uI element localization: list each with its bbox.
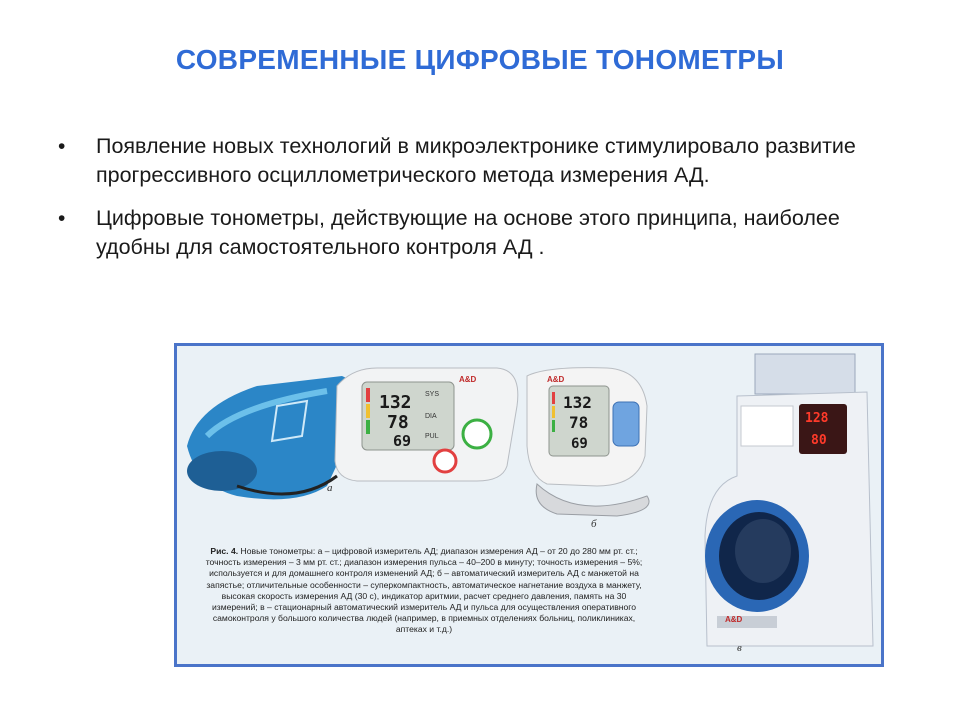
device-v-brand: A&D bbox=[725, 615, 743, 624]
bullet-item bbox=[58, 132, 908, 190]
figure-caption-body: Новые тонометры: а – цифровой измеритель АД; диапазон измерения АД – от 20 до 280 мм рт. ст.; точность измерения – 3 мм рт. ст.; диапазон измерения пульса – 40–200 в минуту; точность измерения – 5%; используется и для домашнего контроля изменений АД; б – автоматический измеритель АД с манжетой на запястье; отличительные особенности – суперкомпактность, автоматическое нагнетание воздуха в манжету, высокая скорость измерения АД (30 с), индикатор аритмии, расчет среднего давления, память на 30 измерений; в – стационарный автоматический измеритель АД и пульса для осуществления оперативного самоконтроля у большого количества людей (например, в приемных отделениях больниц, поликлиниках, аптеках и т.д.) bbox=[205, 546, 643, 635]
device-a-sys-label: SYS bbox=[425, 391, 440, 398]
tonometer-figure bbox=[174, 343, 884, 667]
bullet-text: Цифровые тонометры, действующие на основе этого принципа, наиболее удобны для самостоятельного контроля АД . bbox=[96, 206, 840, 259]
device-a-pul-label: PUL bbox=[425, 433, 439, 440]
slide-title: СОВРЕМЕННЫЕ ЦИФРОВЫЕ ТОНОМЕТРЫ bbox=[175, 44, 785, 75]
device-v bbox=[705, 354, 873, 646]
device-v-reading2: 80 bbox=[811, 433, 827, 448]
bullet-marker: • bbox=[58, 135, 66, 158]
figure-label-b: б bbox=[591, 518, 597, 530]
device-a-pul: 69 bbox=[393, 432, 412, 450]
figure-caption bbox=[199, 546, 649, 636]
bullet-item bbox=[58, 204, 908, 262]
device-a-brand: A&D bbox=[459, 375, 477, 384]
device-b-dia: 78 bbox=[569, 413, 589, 432]
figure-label-v: в bbox=[737, 642, 742, 654]
device-a bbox=[335, 368, 518, 481]
device-b-brand: A&D bbox=[547, 375, 565, 384]
bullet-marker: • bbox=[58, 207, 66, 230]
figure-label-a: а bbox=[327, 482, 333, 494]
device-b-pul: 69 bbox=[571, 436, 588, 452]
bullet-text: Появление новых технологий в микроэлектронике стимулировало развитие прогрессивного осциллометрического метода измерения АД. bbox=[96, 134, 856, 187]
bullet-list bbox=[58, 132, 908, 276]
device-v-reading1: 128 bbox=[805, 411, 829, 426]
device-a-dia-label: DIA bbox=[425, 413, 437, 420]
cuff-illustration bbox=[187, 376, 359, 499]
device-b-sys: 132 bbox=[563, 393, 592, 412]
device-a-dia: 78 bbox=[387, 412, 409, 433]
figure-caption-head: Рис. 4. bbox=[210, 546, 239, 556]
device-a-sys: 132 bbox=[379, 392, 412, 413]
device-b bbox=[527, 368, 649, 516]
